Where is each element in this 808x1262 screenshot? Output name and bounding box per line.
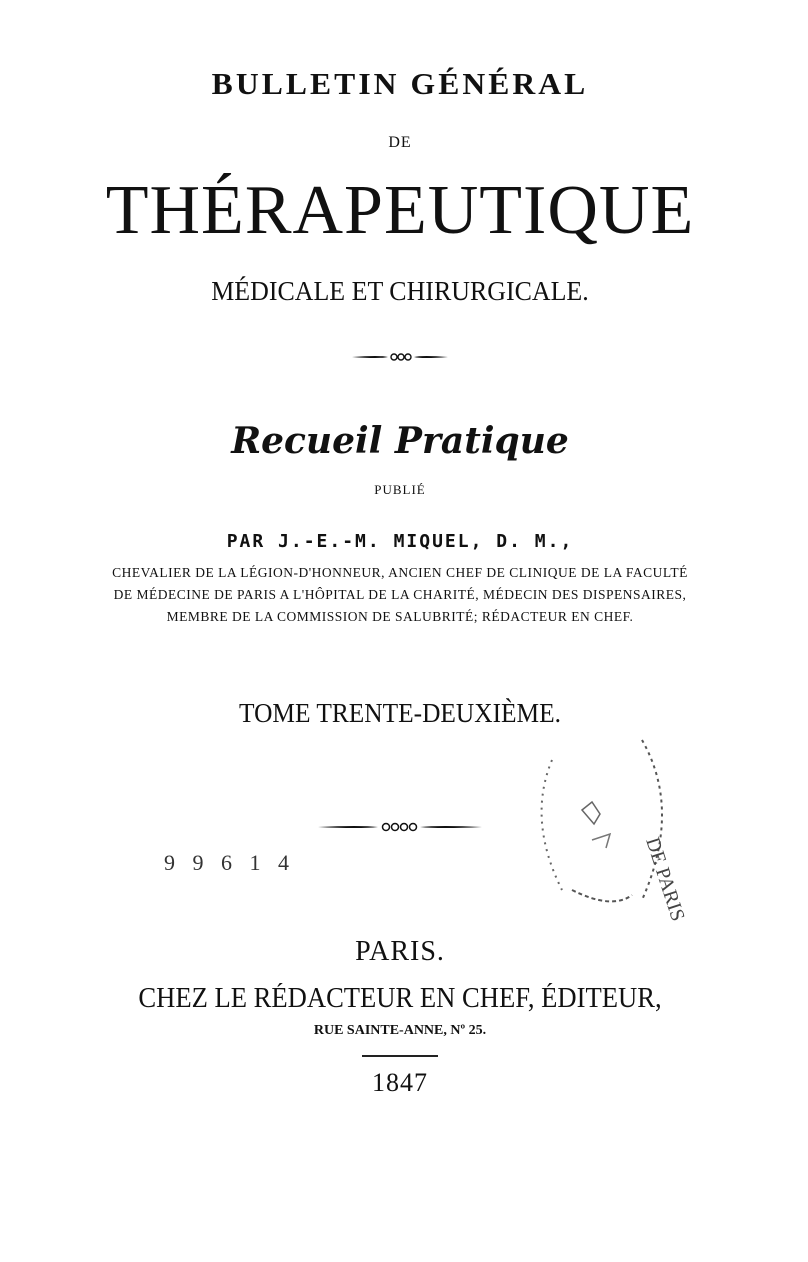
subtitle: MÉDICALE ET CHIRURGICALE. <box>211 276 589 306</box>
svg-text:DE PARIS: DE PARIS <box>641 834 689 924</box>
main-title: THÉRAPEUTIQUE <box>105 172 695 249</box>
publisher: CHEZ LE RÉDACTEUR EN CHEF, ÉDITEUR, <box>138 983 662 1014</box>
address: RUE SAINTE-ANNE, Nº 25. <box>313 1023 487 1038</box>
volume-title: TOME TRENTE-DEUXIÈME. <box>239 698 561 728</box>
author-line: PAR J.-E.-M. MIQUEL, D. M., <box>226 531 574 552</box>
credentials-line-2: DE MÉDECINE DE PARIS A L'HÔPITAL DE LA CHARITÉ, MÉDECIN DES DISPENSAIRES, <box>113 587 687 602</box>
ornament-divider-top <box>0 349 800 365</box>
shelf-mark: 9 9 6 1 4 <box>164 850 295 875</box>
published-label: PUBLIÉ <box>374 482 426 497</box>
divider-rule <box>362 1055 438 1057</box>
library-stamp-icon <box>522 720 689 924</box>
credentials-line-1: CHEVALIER DE LA LÉGION-D'HONNEUR, ANCIEN CHEF DE CLINIQUE DE LA FACULTÉ <box>112 565 688 580</box>
title-line-2: DE <box>388 134 412 151</box>
title-line-1: BULLETIN GÉNÉRAL <box>211 66 589 101</box>
credentials-line-3: MEMBRE DE LA COMMISSION DE SALUBRITÉ; RÉDACTEUR EN CHEF. <box>166 609 634 624</box>
place: PARIS. <box>355 936 445 967</box>
collection-title: Recueil Pratique <box>231 420 569 462</box>
year: 1847 <box>372 1068 428 1097</box>
